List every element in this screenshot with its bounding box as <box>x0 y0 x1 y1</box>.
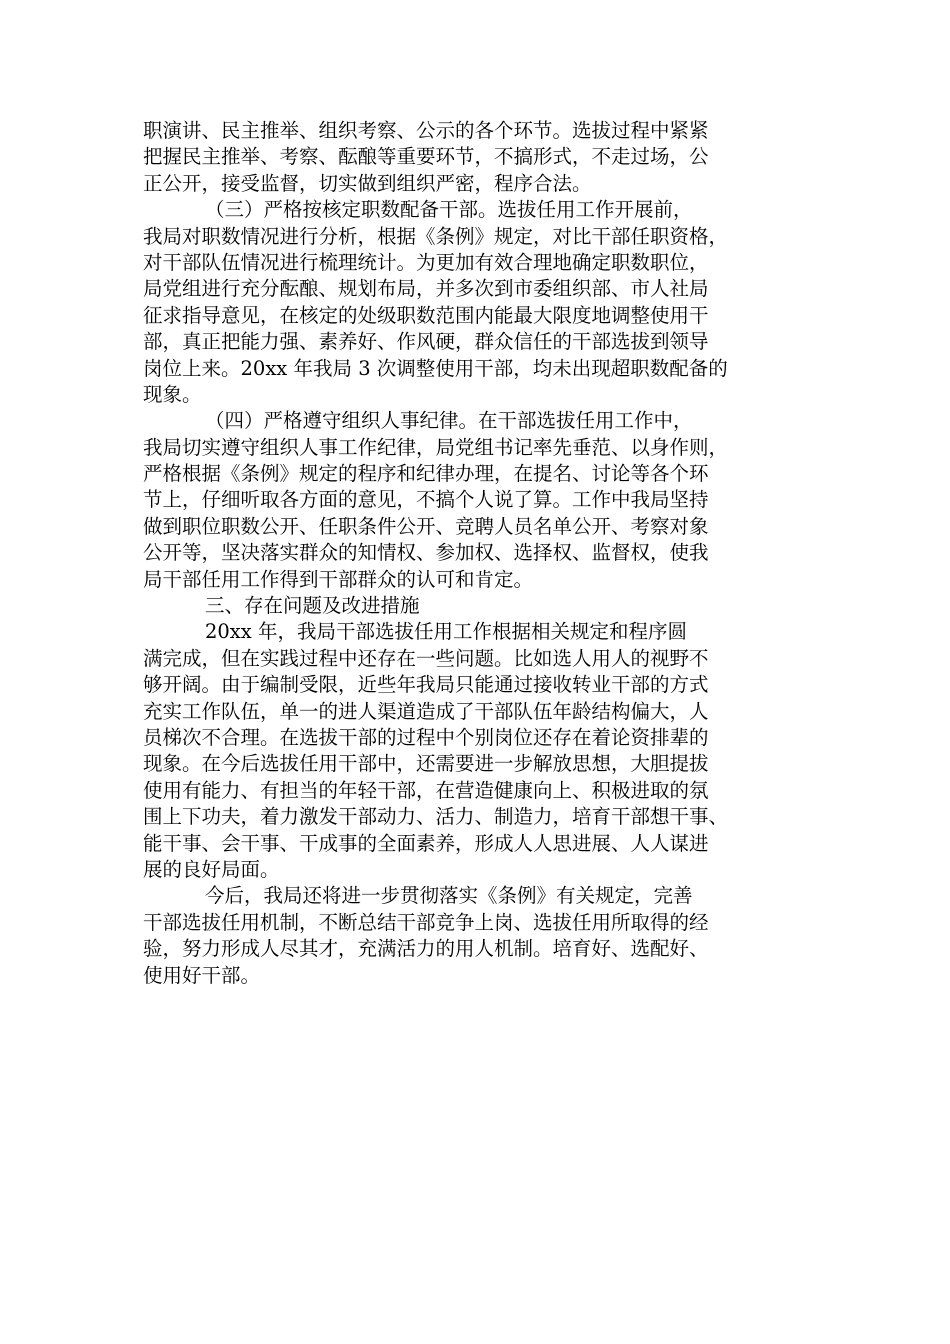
text-line: 局党组进行充分酝酿、规划布局，并多次到市委组织部、市人社局 <box>143 277 709 301</box>
text-line: 干部选拔任用机制，不断总结干部竞争上岗、选拔任用所取得的经 <box>143 910 709 934</box>
text-line: 现象。 <box>143 382 202 406</box>
text-line: 充实工作队伍，单一的进人渠道造成了干部队伍年龄结构偏大，人 <box>143 699 709 723</box>
text-line: 够开阔。由于编制受限，近些年我局只能通过接收转业干部的方式 <box>143 673 709 697</box>
text-line: 正公开，接受监督，切实做到组织严密，程序合法。 <box>143 171 592 195</box>
text-line: 验，努力形成人尽其才，充满活力的用人机制。培育好、选配好、 <box>143 937 709 961</box>
text-line: （三）严格按核定职数配备干部。选拔任用工作开展前， <box>143 198 693 222</box>
text-line: 岗位上来。20xx 年我局 3 次调整使用干部，均未出现超职数配备的 <box>143 356 728 380</box>
text-line: 征求指导意见，在核定的处级职数范围内能最大限度地调整使用干 <box>143 303 709 327</box>
text-line: 今后，我局还将进一步贯彻落实《条例》有关规定，完善 <box>143 884 693 908</box>
text-line: 严格根据《条例》规定的程序和纪律办理，在提名、讨论等各个环 <box>143 462 709 486</box>
text-line: 把握民主推举、考察、酝酿等重要环节，不搞形式，不走过场，公 <box>143 145 709 169</box>
text-line: 能干事、会干事、干成事的全面素养，形成人人思进展、人人谋进 <box>143 831 709 855</box>
text-line: 局干部任用工作得到干部群众的认可和肯定。 <box>143 567 534 591</box>
text-line: 公开等，坚决落实群众的知情权、参加权、选择权、监督权，使我 <box>143 541 709 565</box>
text-line: 我局切实遵守组织人事工作纪律，局党组书记率先垂范、以身作则， <box>143 435 729 459</box>
text-line: 我局对职数情况进行分析，根据《条例》规定，对比干部任职资格， <box>143 224 729 248</box>
document-body <box>143 118 813 989</box>
text-line: 满完成，但在实践过程中还存在一些问题。比如选人用人的视野不 <box>143 646 709 670</box>
text-line: 做到职位职数公开、任职条件公开、竞聘人员名单公开、考察对象 <box>143 514 709 538</box>
text-line: 职演讲、民主推举、组织考察、公示的各个环节。选拔过程中紧紧 <box>143 119 709 142</box>
text-line: 围上下功夫，着力激发干部动力、活力、制造力，培育干部想干事、 <box>143 805 729 829</box>
text-line: 使用好干部。 <box>143 963 261 987</box>
text-line: 节上，仔细听取各方面的意见，不搞个人说了算。工作中我局坚持 <box>143 488 709 512</box>
text-line: 员梯次不合理。在选拔干部的过程中个别岗位还存在着论资排辈的 <box>143 725 709 749</box>
text-line: 部，真正把能力强、素养好、作风硬，群众信任的干部选拔到领导 <box>143 330 709 354</box>
text-line: （四）严格遵守组织人事纪律。在干部选拔任用工作中， <box>143 409 693 433</box>
section-heading: 三、存在问题及改进措施 <box>143 594 420 618</box>
text-line: 展的良好局面。 <box>143 857 280 881</box>
text-line: 现象。在今后选拔任用干部中，还需要进一步解放思想，大胆提拔 <box>143 752 709 776</box>
text-line: 对干部队伍情况进行梳理统计。为更加有效合理地确定职数职位， <box>143 250 709 274</box>
text-line: 20xx 年，我局干部选拔任用工作根据相关规定和程序圆 <box>143 620 687 644</box>
text-line: 使用有能力、有担当的年轻干部，在营造健康向上、积极进取的氛 <box>143 778 709 802</box>
